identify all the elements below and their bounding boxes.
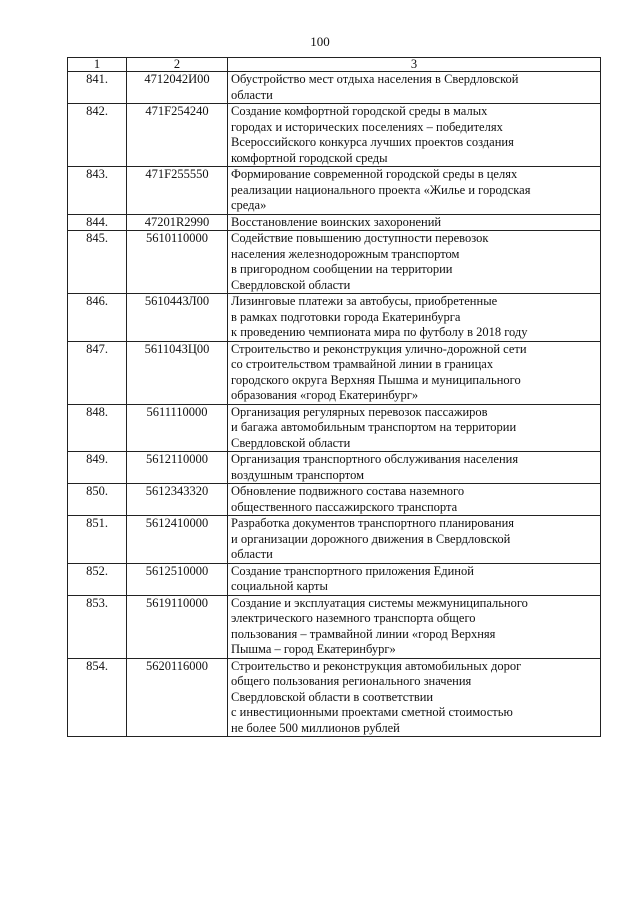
description-line: социальной карты <box>231 579 328 593</box>
description-line: Обустройство мест отдыха населения в Свердловской <box>231 72 519 86</box>
budget-codes-table <box>67 57 601 737</box>
row-description <box>228 104 601 167</box>
row-code: 471F254240 <box>127 104 228 167</box>
table-row <box>68 341 601 404</box>
table-row <box>68 167 601 215</box>
description-line: Восстановление воинских захоронений <box>231 214 442 229</box>
column-header-2: 2 <box>127 58 228 72</box>
table-row <box>68 231 601 294</box>
table-row <box>68 294 601 342</box>
description-line: общественного пассажирского транспорта <box>231 499 458 514</box>
description-line: Свердловской области в соответствии <box>231 689 434 704</box>
row-code: 561104ЗЦ00 <box>127 341 228 404</box>
column-header-3: 3 <box>228 58 601 72</box>
row-description <box>228 341 601 404</box>
description-line: Обновление подвижного состава наземного <box>231 484 465 498</box>
description-line: общего пользования регионального значения <box>231 674 472 688</box>
description-line: Содействие повышению доступности перевозок <box>231 231 489 245</box>
row-code: 561044ЗЛ00 <box>127 294 228 342</box>
description-line: электрического наземного транспорта общего <box>231 611 476 625</box>
table-row <box>68 484 601 516</box>
description-line: Разработка документов транспортного планирования <box>231 516 515 530</box>
description-line: не более 500 миллионов рублей <box>231 720 400 735</box>
description-line: воздушным транспортом <box>231 467 365 482</box>
row-number: 847. <box>68 341 127 404</box>
description-line: Всероссийского конкурса лучших проектов создания <box>231 135 514 149</box>
description-line: с инвестиционными проектами сметной стоимостью <box>231 705 513 719</box>
description-line: в рамках подготовки города Екатеринбурга <box>231 309 461 324</box>
description-line: Свердловской области <box>231 435 351 450</box>
row-description <box>228 484 601 516</box>
row-code: 5611110000 <box>127 404 228 452</box>
row-number: 850. <box>68 484 127 516</box>
description-line: комфортной городской среды <box>231 150 388 165</box>
row-number: 851. <box>68 516 127 564</box>
description-line: реализации национального проекта «Жилье и городская <box>231 182 531 197</box>
row-number: 853. <box>68 595 127 658</box>
table-row <box>68 595 601 658</box>
row-description <box>228 214 601 231</box>
row-number: 852. <box>68 563 127 595</box>
row-number: 844. <box>68 214 127 231</box>
description-line: области <box>231 547 273 561</box>
description-line: в пригородном сообщении на территории <box>231 262 453 276</box>
description-line: Формирование современной городской среды в целях <box>231 167 518 181</box>
row-number: 848. <box>68 404 127 452</box>
description-line: области <box>231 87 273 102</box>
table-row <box>68 72 601 104</box>
row-number: 841. <box>68 72 127 104</box>
description-line: городского округа Верхняя Пышма и муниципального <box>231 372 521 387</box>
row-code: 5620116000 <box>127 658 228 737</box>
description-line: городах и исторических поселениях – победителях <box>231 119 503 134</box>
row-description <box>228 294 601 342</box>
description-line: со строительством трамвайной линии в границах <box>231 357 494 371</box>
row-description <box>228 72 601 104</box>
row-code: 47201R2990 <box>127 214 228 231</box>
description-line: и организации дорожного движения в Свердловской <box>231 531 511 546</box>
description-line: Свердловской области <box>231 277 351 292</box>
row-description <box>228 595 601 658</box>
description-line: Организация транспортного обслуживания населения <box>231 452 519 466</box>
row-code: 5612510000 <box>127 563 228 595</box>
table-row <box>68 214 601 231</box>
page-number: 100 <box>310 34 330 49</box>
row-code: 5612410000 <box>127 516 228 564</box>
row-description <box>228 452 601 484</box>
row-number: 849. <box>68 452 127 484</box>
description-line: Создание и эксплуатация системы межмуниципального <box>231 595 528 610</box>
description-line: и багажа автомобильным транспортом на территории <box>231 420 517 434</box>
description-line: Организация регулярных перевозок пассажиров <box>231 404 488 419</box>
description-line: пользования – трамвайной линии «город Верхняя <box>231 626 496 641</box>
row-code: 5610110000 <box>127 231 228 294</box>
table-row <box>68 658 601 737</box>
row-description <box>228 231 601 294</box>
description-line: к проведению чемпионата мира по футболу в 2018 году <box>231 325 528 339</box>
description-line: Строительство и реконструкция улично-дорожной сети <box>231 341 527 356</box>
description-line: Создание транспортного приложения Единой <box>231 563 474 578</box>
row-code: 471F255550 <box>127 167 228 215</box>
row-description <box>228 658 601 737</box>
row-number: 854. <box>68 658 127 737</box>
table-row <box>68 404 601 452</box>
row-number: 846. <box>68 294 127 342</box>
table-row <box>68 452 601 484</box>
table-header-row <box>68 58 601 72</box>
column-header-1: 1 <box>68 58 127 72</box>
row-number: 842. <box>68 104 127 167</box>
description-line: Создание комфортной городской среды в малых <box>231 104 488 118</box>
row-code: 5619110000 <box>127 595 228 658</box>
row-description <box>228 563 601 595</box>
description-line: Лизинговые платежи за автобусы, приобретенные <box>231 294 498 308</box>
row-number: 843. <box>68 167 127 215</box>
table-row <box>68 104 601 167</box>
row-code: 4712042И00 <box>127 72 228 104</box>
row-code: 5612343320 <box>127 484 228 516</box>
description-line: Строительство и реконструкция автомобильных дорог <box>231 658 522 673</box>
table-row <box>68 516 601 564</box>
description-line: среда» <box>231 198 267 212</box>
description-line: Пышма – город Екатеринбург» <box>231 642 396 656</box>
row-description <box>228 516 601 564</box>
row-code: 5612110000 <box>127 452 228 484</box>
description-line: образования «город Екатеринбург» <box>231 388 419 402</box>
row-description <box>228 167 601 215</box>
row-description <box>228 404 601 452</box>
row-number: 845. <box>68 231 127 294</box>
table-row <box>68 563 601 595</box>
description-line: населения железнодорожным транспортом <box>231 246 460 261</box>
